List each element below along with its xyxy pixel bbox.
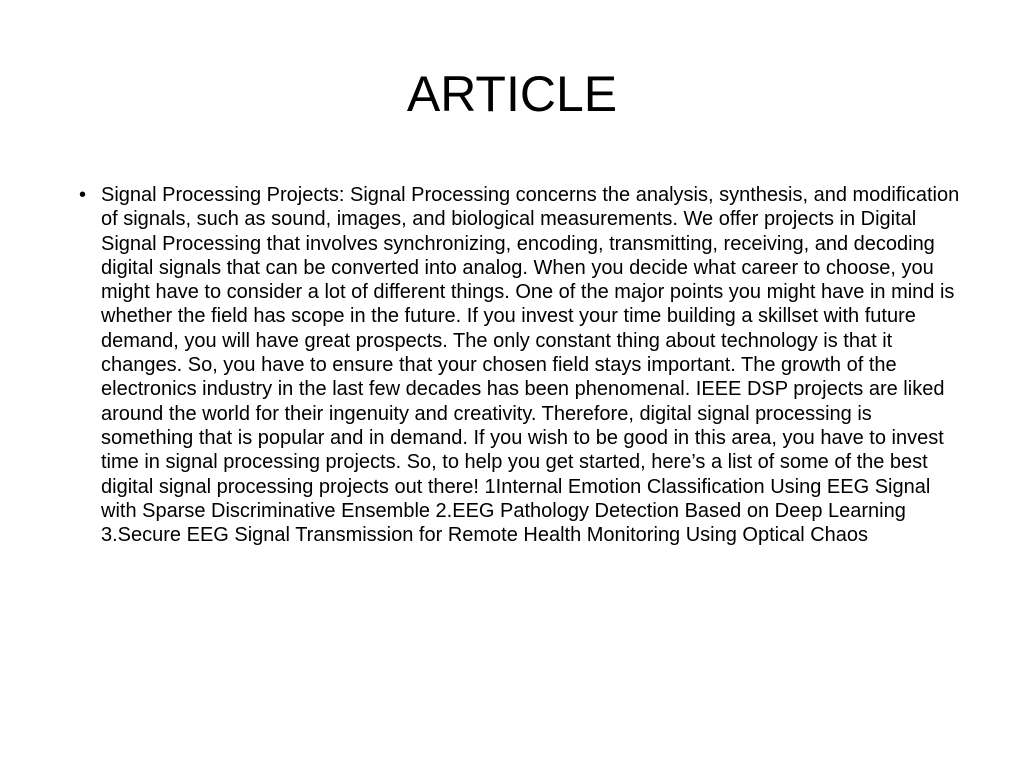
bullet-marker: • xyxy=(79,184,87,206)
slide-title: ARTICLE xyxy=(406,66,618,122)
bullet-item xyxy=(76,183,968,547)
bullet-text: Signal Processing Projects: Signal Processing concerns the analysis, synthesis, and modification of signals, such as sound, images, and biological measurements. We offer projects in Digital Signal Processing that involves synchronizing, encoding, transmitting, receiving, and decoding digital signals that can be converted into analog. When you decide what career to choose, you might have to consider a lot of different things. One of the major points you might have in mind is whether the field has scope in the future. If you invest your time building a skillset with future demand, you will have great prospects. The only constant thing about technology is that it changes. So, you have to ensure that your chosen field stays important. The growth of the electronics industry in the last few decades has been phenomenal. IEEE DSP projects are liked around the world for their ingenuity and creativity. Therefore, digital signal processing is something that is popular and in demand. If you wish to be good in this area, you have to invest time in signal processing projects. So, to help you get started, here’s a list of some of the best digital signal processing projects out there! 1Internal Emotion Classification Using EEG Signal with Sparse Discriminative Ensemble 2.EEG Pathology Detection Based on Deep Learning 3.Secure EEG Signal Transmission for Remote Health Monitoring Using Optical Chaos xyxy=(101,184,960,547)
bullet-list xyxy=(76,183,968,547)
